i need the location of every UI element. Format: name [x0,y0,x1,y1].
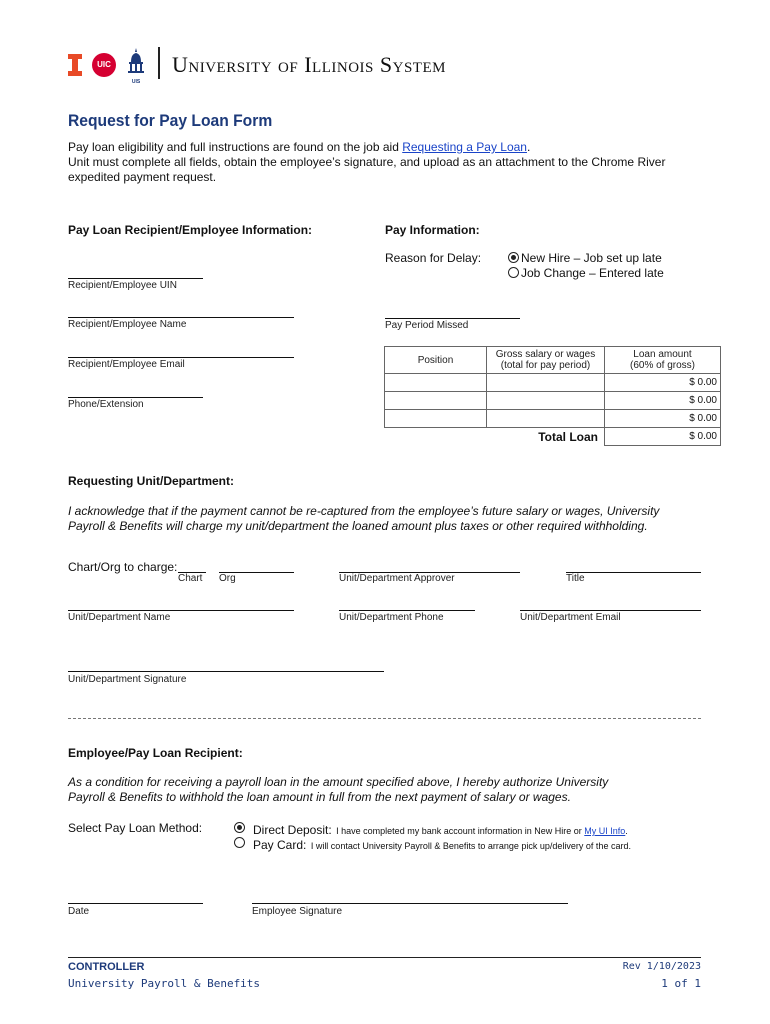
recipient-uin-field[interactable] [68,278,203,279]
footer-office: CONTROLLER [68,961,145,973]
intro-line-2: Unit must complete all fields, obtain the employee’s signature, and upload as an attachment to the Chrome River [68,155,666,169]
chart-label: Chart [178,573,203,584]
unit-name-label: Unit/Department Name [68,612,171,623]
org-label: Org [219,573,236,584]
table-row [385,410,721,428]
unit-approver-label: Unit/Department Approver [339,573,455,584]
direct-deposit-option: Direct Deposit: I have completed my bank account information in New Hire or My UI Info. [253,823,628,837]
footer-revision: Rev 1/10/2023 [622,961,701,972]
employee-signature-field[interactable] [252,903,568,904]
recipient-name-label: Recipient/Employee Name [68,319,187,330]
uic-logo: UIC [92,53,116,77]
direct-deposit-radio[interactable] [234,822,245,833]
job-change-option-label: Job Change – Entered late [521,266,664,280]
section-divider [68,718,701,719]
intro-line-3: expedited payment request. [68,170,217,184]
pay-period-missed-label: Pay Period Missed [385,320,469,331]
pay-card-option: Pay Card: I will contact University Payroll & Benefits to arrange pick up/delivery of the card. [253,838,631,852]
employee-heading: Employee/Pay Loan Recipient: [68,746,243,760]
total-loan-value: $ 0.00 [605,428,721,446]
phone-extension-label: Phone/Extension [68,399,144,410]
recipient-name-field[interactable] [68,317,294,318]
loan-amount-cell: $ 0.00 [605,410,721,428]
total-row [385,428,721,446]
table-row [385,392,721,410]
illinois-block-i-logo [68,54,82,76]
unit-acknowledgement: I acknowledge that if the payment cannot be re-captured from the employee’s future salary or wages, University Payroll & Benefits will charge my unit/department the loaned amount plus taxes or other required withholding. [68,504,660,533]
intro-line-1: Pay loan eligibility and full instructions are found on the job aid [68,140,403,154]
unit-email-label: Unit/Department Email [520,612,621,623]
title-label: Title [566,573,585,584]
recipient-heading: Pay Loan Recipient/Employee Information: [68,223,313,237]
header-divider [158,47,160,79]
position-cell[interactable] [385,410,487,428]
position-cell[interactable] [385,374,487,392]
date-field[interactable] [68,903,203,904]
requesting-pay-loan-link[interactable]: Requesting a Pay Loan [402,140,527,154]
loan-amount-cell: $ 0.00 [605,374,721,392]
unit-signature-field[interactable] [68,671,384,672]
gross-column-header: Gross salary or wages (total for pay period) [487,347,605,374]
unit-phone-field[interactable] [339,610,475,611]
footer-department: University Payroll & Benefits [68,977,261,990]
unit-phone-label: Unit/Department Phone [339,612,444,623]
pay-period-missed-field[interactable] [385,318,520,319]
loan-column-header: Loan amount (60% of gross) [605,347,721,374]
unit-email-field[interactable] [520,610,701,611]
employee-signature-label: Employee Signature [252,906,343,917]
employee-authorization: As a condition for receiving a payroll loan in the amount specified above, I hereby authorize University Payroll & Benefits to withhold the loan amount in full from the next payment of salary or wages. [68,775,609,804]
phone-extension-field[interactable] [68,397,203,398]
gross-cell[interactable] [487,374,605,392]
unit-signature-label: Unit/Department Signature [68,674,187,685]
pay-loan-method-label: Select Pay Loan Method: [68,821,203,835]
system-name: University of Illinois System [172,52,446,77]
loan-amount-cell: $ 0.00 [605,392,721,410]
pay-loan-table [384,346,721,446]
uis-logo: UIS [126,48,146,78]
intro-text: Pay loan eligibility and full instructions are found on the job aid Requesting a Pay Loan. Unit must complete all fields, obtain the employee’s signature, and upload as an attachment to the Chrome River expedited payment request. [68,140,718,185]
position-cell[interactable] [385,392,487,410]
pay-card-radio[interactable] [234,837,245,848]
recipient-email-label: Recipient/Employee Email [68,359,185,370]
pay-info-heading: Pay Information: [385,223,480,237]
gross-cell[interactable] [487,392,605,410]
new-hire-radio[interactable] [508,252,519,263]
footer-divider [68,957,701,958]
recipient-uin-label: Recipient/Employee UIN [68,280,177,291]
new-hire-option-label: New Hire – Job set up late [521,251,662,265]
title-field[interactable] [566,572,701,573]
reason-for-delay-label: Reason for Delay: [385,251,482,265]
total-loan-label: Total Loan [538,429,598,444]
chart-org-label: Chart/Org to charge: [68,560,178,574]
table-header-row [385,347,721,374]
gross-cell[interactable] [487,410,605,428]
date-label: Date [68,906,90,917]
my-ui-info-link[interactable]: My UI Info [584,826,626,836]
table-row [385,374,721,392]
footer-page-number: 1 of 1 [661,977,701,990]
recipient-email-field[interactable] [68,357,294,358]
unit-name-field[interactable] [68,610,294,611]
form-title: Request for Pay Loan Form [68,111,273,130]
position-column-header: Position [385,347,487,374]
job-change-radio[interactable] [508,267,519,278]
unit-heading: Requesting Unit/Department: [68,474,235,488]
